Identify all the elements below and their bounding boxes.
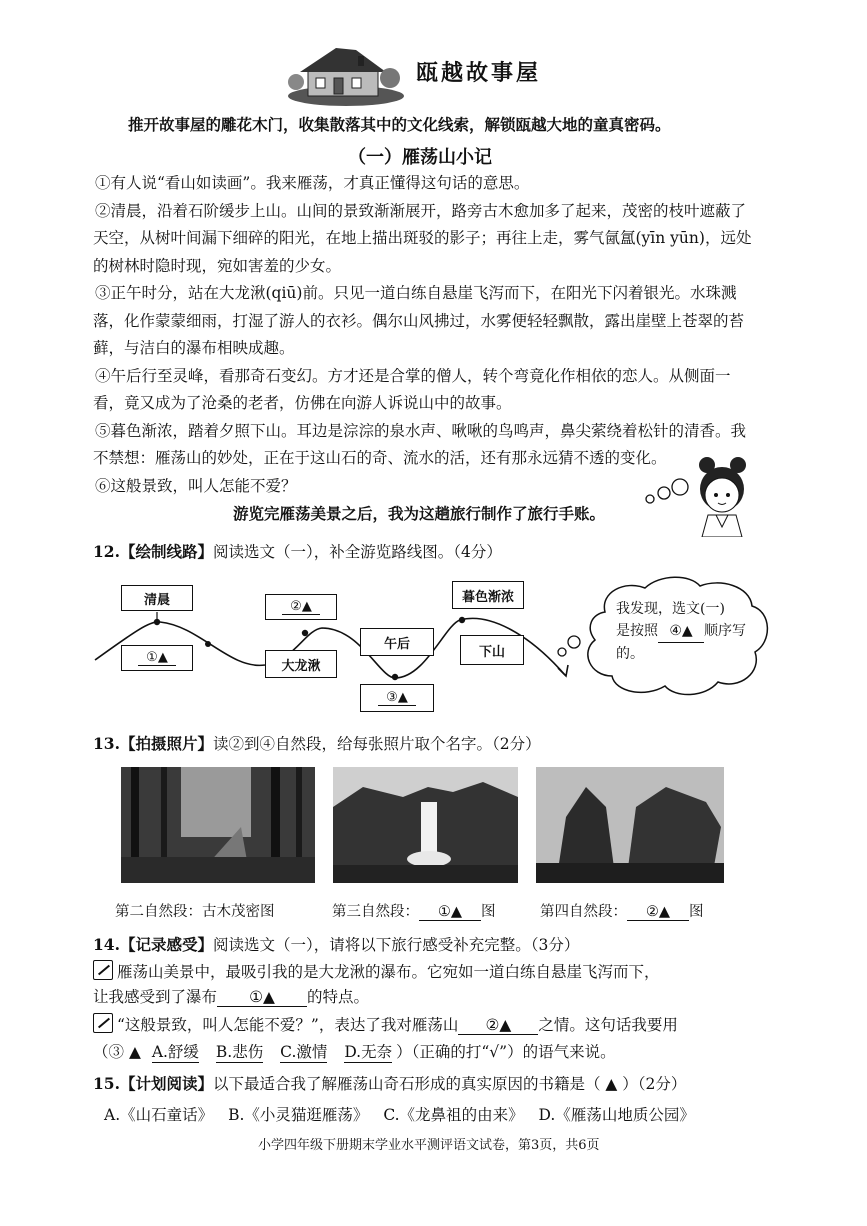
paragraph-4: ④午后行至灵峰，看那奇石变幻。方才还是合掌的僧人，转个弯竟化作相依的恋人。从侧面一看，竟又成为了沧桑的老者，仿佛在向游人诉说山中的故事。 bbox=[93, 366, 731, 412]
q14-label: 14.【记录感受】 bbox=[93, 935, 213, 954]
stop-wuhou: 午后 bbox=[360, 628, 434, 656]
bubble-line-2: 是按照 ④▲ 顺序写 bbox=[616, 620, 746, 643]
q15-option-d: D.《雁荡山地质公园》 bbox=[538, 1106, 695, 1124]
stop-blank-2: ②▲ bbox=[265, 594, 337, 620]
q14-option-c: C.激情 bbox=[280, 1040, 327, 1063]
stop-blank-3: ③▲ bbox=[360, 684, 434, 712]
q15-option-b: B.《小灵猫逛雁荡》 bbox=[228, 1106, 369, 1124]
bubble-blank: ④▲ bbox=[658, 620, 704, 643]
q14-stem bbox=[93, 933, 579, 955]
q15-stem bbox=[93, 1072, 686, 1094]
paragraph-2: ②清晨，沿着石阶缓步上山。山间的景致渐渐展开，路旁古木愈加多了起来，茂密的枝叶遮蔽了天空，从树叶间漏下细碎的阳光，在地上描出斑驳的影子；再往上走，雾气氤氲(yīn yūn)，远处的树林时隐时现，宛如害羞的少女。 bbox=[93, 201, 752, 275]
q12-label: 12.【绘制线路】 bbox=[93, 542, 213, 561]
q13-stem bbox=[93, 732, 541, 754]
passage-title: （一）雁荡山小记 bbox=[348, 147, 492, 168]
q14-blank-1: ①▲ bbox=[217, 988, 307, 1007]
stop-blank-1: ①▲ bbox=[121, 645, 193, 671]
q14-blank-2: ②▲ bbox=[458, 1016, 538, 1035]
q14-text: 阅读选文（一），请将以下旅行感受补充完整。（3分） bbox=[212, 936, 580, 954]
pencil-note-icon bbox=[93, 960, 113, 980]
bubble-line-1: 我发现，选文(一) bbox=[616, 601, 725, 617]
subtitle: 推开故事屋的雕花木门，收集散落其中的文化线索，解锁瓯越大地的童真密码。 bbox=[128, 115, 671, 134]
q13-text: 读②到④自然段，给每张照片取个名字。（2分） bbox=[212, 735, 541, 753]
stop-dalongqiu: 大龙湫 bbox=[265, 650, 337, 678]
paragraph-1: ①有人说“看山如读画”。我来雁荡，才真正懂得这句话的意思。 bbox=[95, 174, 530, 192]
banner-title: 瓯越故事屋 bbox=[416, 60, 542, 86]
q14-option-b: B.悲伤 bbox=[216, 1040, 263, 1063]
q15-label: 15.【计划阅读】 bbox=[93, 1074, 213, 1093]
girl-illustration bbox=[642, 455, 752, 537]
q14-line-1: 雁荡山美景中，最吸引我的是大龙湫的瀑布。它宛如一道白练自悬崖飞泻而下， bbox=[93, 960, 660, 982]
photo-rocks bbox=[536, 767, 724, 883]
q12-stem bbox=[93, 540, 502, 562]
pencil-note-icon bbox=[93, 1013, 113, 1033]
q15-option-a: A.《山石童话》 bbox=[104, 1106, 214, 1124]
q14-blank-3: ③ ▲ bbox=[108, 1043, 141, 1061]
page-footer: 小学四年级下册期末学业水平测评语文试卷，第3页，共6页 bbox=[258, 1138, 600, 1153]
closing-line: 游览完雁荡美景之后，我为这趟旅行制作了旅行手账。 bbox=[233, 504, 606, 523]
bubble-text bbox=[616, 598, 746, 665]
q12-text: 阅读选文（一），补全游览路线图。（4分） bbox=[212, 543, 502, 561]
q14-option-a: A.舒缓 bbox=[152, 1040, 199, 1063]
paragraph-6: ⑥这般景致，叫人怎能不爱？ bbox=[95, 476, 297, 495]
paragraph-5: ⑤暮色渐浓，踏着夕照下山。耳边是淙淙的泉水声、啾啾的鸟鸣声，鼻尖萦绕着松针的清香。我不禁想：雁荡山的妙处，正在于这山石的奇、流水的活，还有那永远猜不透的变化。 bbox=[93, 421, 747, 467]
q15-options bbox=[104, 1103, 695, 1125]
paragraph-3: ③正午时分，站在大龙湫(qiū)前。只见一道白练自悬崖飞泻而下，在阳光下闪着银光。水珠溅落，化作蒙蒙细雨，打湿了游人的衣衫。偶尔山风拂过，水雾便轻轻飘散，露出崖壁上苍翠的苔藓，与洁白的瀑布相映成趣。 bbox=[93, 284, 745, 357]
q13-label: 13.【拍摄照片】 bbox=[93, 734, 213, 753]
q14-line-4: （③ ▲ A.舒缓 B.悲伤 C.激情 D.无奈 ）（正确的打“√”）的语气来说。 bbox=[93, 1040, 616, 1063]
caption-1: 第二自然段：古木茂密图 bbox=[115, 904, 275, 920]
q14-line-3: “这般景致，叫人怎能不爱？”，表达了我对雁荡山 ②▲ 之情。这句话我要用 bbox=[93, 1013, 678, 1035]
q14-line-2: 让我感受到了瀑布 ①▲ 的特点。 bbox=[93, 988, 370, 1006]
q14-option-d: D.无奈 bbox=[344, 1040, 392, 1063]
stop-museqian: 暮色渐浓 bbox=[452, 581, 524, 609]
caption-2: 第三自然段： ①▲ 图 bbox=[332, 904, 496, 920]
photo-forest bbox=[121, 767, 315, 883]
caption-3: 第四自然段： ②▲ 图 bbox=[540, 904, 704, 920]
bubble-line-3: 的。 bbox=[616, 646, 644, 662]
photo-waterfall bbox=[333, 767, 518, 883]
house-illustration bbox=[286, 42, 408, 108]
q15-text: 以下最适合我了解雁荡山奇石形成的真实原因的书籍是（ ▲ ）（2分） bbox=[212, 1075, 687, 1093]
q15-option-c: C.《龙鼻祖的由来》 bbox=[383, 1106, 524, 1124]
route-curve bbox=[90, 560, 600, 710]
stop-xiashan: 下山 bbox=[460, 635, 524, 665]
stop-qingchen: 清晨 bbox=[121, 585, 193, 611]
